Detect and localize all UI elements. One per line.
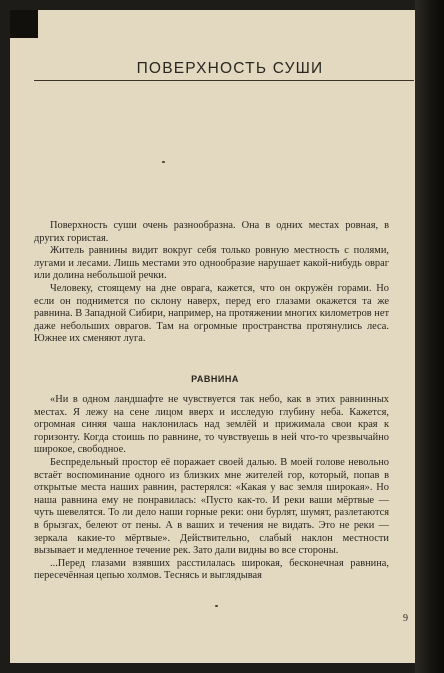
intro-paragraph-3: Человеку, стоящему на дне оврага, кажется, что он окружён горами. Но если он поднимется по склону наверх, перед его глазами окажется та же равнина. В Западной Сибири, например, на протяжении многих километров нет даже небольших оврагов. Там на огромные пространства протянулись леса. Южнее их сменяют луга. (34, 282, 389, 345)
section-paragraph-1: «Ни в одном ландшафте не чувствуется так небо, как в этих равнинных местах. Я лежу на сене лицом вверх и исследую глубину неба. Кажется, огромная синяя чаша наклонилась над землёй и прижимала свои края к горизонту. Когда стоишь по равнине, то чувствуешь в ней что-то чрезвычайно широкое, свободное. (34, 394, 389, 456)
section-text (34, 394, 389, 583)
print-speck-2 (215, 605, 218, 607)
book-spine (415, 0, 444, 673)
page-header: ПОВЕРХНОСТЬ СУШИ (136, 60, 324, 77)
intro-paragraph-2 (34, 245, 389, 283)
section-heading: РАВНИНА (191, 374, 239, 384)
intro-underlined-phrase: небольшой речки. (86, 270, 167, 282)
intro-text (34, 220, 389, 346)
print-speck (162, 161, 165, 163)
page-corner-shadow (10, 10, 38, 38)
header-rule (34, 80, 414, 81)
intro-paragraph-1: Поверхность суши очень разнообразна. Она в одних местах ровная, в других гористая. (34, 220, 389, 244)
intro-paragraph-2-text: Житель равнины видит вокруг себя только ровную местность с полями, лугами и лесами. Лишь местами это однообразие нарушает какой-нибудь овраг или долина (34, 245, 389, 282)
book-page (10, 10, 415, 663)
section-paragraph-3: ...Перед глазами взявших расстилалась широкая, бесконечная равнина, пересечённая цепью холмов. Теснясь и выглядывая (34, 557, 389, 582)
page-number: 9 (403, 613, 408, 624)
section-paragraph-2: Беспредельный простор её поражает своей далью. В моей голове невольно встаёт воспоминание одного из близких мне жителей гор, который, попав в открытые места наших равнин, растерялся: «Какая у вас земля широкая». Но наша равнина ему не понравилась: «Пусто как-то. И реки ваши мёртвые — чуть шевелятся. То ли дело наши горные реки: они бурлят, шумят, разлетаются в брызгах, белеют от пены. А в ваших и течения не видать. Это не реки — зеркала какие-то мёртвые». Действительно, слабый наклон местности вызывает и медленное течение рек. Зато дали видны во все стороны. (34, 456, 389, 557)
